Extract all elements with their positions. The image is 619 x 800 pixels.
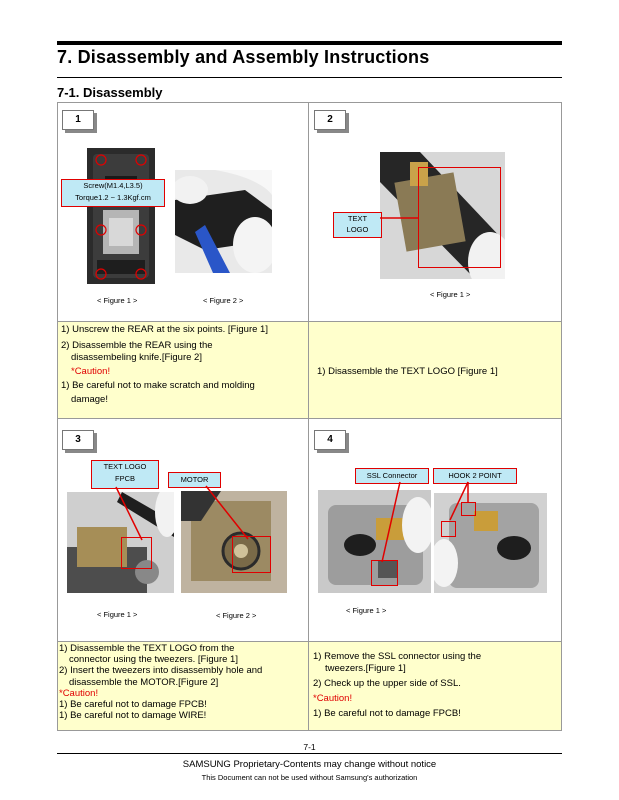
step3-fig1-pointer-arrow bbox=[110, 485, 150, 545]
logo-label: LOGO bbox=[346, 225, 369, 234]
step1-number: 1 bbox=[62, 110, 94, 130]
step4-line: 1) Be careful not to damage FPCB! bbox=[313, 708, 461, 719]
step4-ssl-connector-callout: SSL Connector bbox=[355, 468, 429, 484]
footer-authorization: This Document can not be used without Samsung's authorization bbox=[201, 773, 418, 782]
grid-divider-2 bbox=[57, 418, 562, 419]
step4-caution-label: *Caution! bbox=[313, 693, 353, 704]
torque-spec-label: Torque1.2 ~ 1.3Kgf.cm bbox=[75, 193, 151, 202]
step3-line: 1) Be careful not to damage FPCB! bbox=[59, 699, 207, 711]
step4-line: 1) Remove the SSL connector using the bbox=[313, 651, 482, 662]
step2-figure1-caption: < Figure 1 > bbox=[430, 290, 471, 299]
page-title: 7. Disassembly and Assembly Instructions bbox=[57, 47, 430, 67]
step4-figure1-caption: < Figure 1 > bbox=[346, 606, 387, 615]
text-label: TEXT bbox=[347, 214, 368, 223]
step2-instruction-line: 1) Disassemble the TEXT LOGO [Figure 1] bbox=[317, 366, 498, 377]
step3-fig2-pointer-arrow bbox=[200, 484, 260, 544]
step1-caution-label: *Caution! bbox=[71, 366, 111, 377]
step4-hook-callout: HOOK 2 POINT bbox=[433, 468, 517, 484]
step4-number: 4 bbox=[314, 430, 346, 450]
step1-instructions bbox=[61, 324, 305, 406]
footer-notice: SAMSUNG Proprietary-Contents may change without notice bbox=[182, 759, 437, 770]
footer-rule bbox=[57, 753, 562, 754]
screw-spec-label: Screw(M1.4,L3.5) bbox=[83, 181, 143, 190]
step3-instructions bbox=[59, 643, 307, 721]
step3-figure1-caption: < Figure 1 > bbox=[97, 610, 138, 619]
grid-divider-3 bbox=[57, 641, 562, 642]
header-rule-top bbox=[57, 41, 562, 45]
step1-line: damage! bbox=[71, 394, 108, 405]
step3-motor-callout: MOTOR bbox=[168, 472, 221, 488]
step3-line: 2) Insert the tweezers into disassembly hole and bbox=[59, 665, 263, 677]
header-rule bbox=[57, 77, 562, 78]
step1-line: 1) Unscrew the REAR at the six points. [Figure 1] bbox=[61, 324, 268, 335]
step3-line: 1) Be careful not to damage WIRE! bbox=[59, 710, 207, 722]
step4-fig1-pointer-arrow bbox=[370, 480, 410, 565]
step3-line: 1) Disassemble the TEXT LOGO from the bbox=[59, 643, 235, 654]
step1-line: 1) Be careful not to make scratch and molding bbox=[61, 380, 255, 391]
step3-line: connector using the tweezers. [Figure 1] bbox=[69, 654, 238, 666]
step4-line: tweezers.[Figure 1] bbox=[325, 663, 406, 674]
step3-caution-label: *Caution! bbox=[59, 687, 99, 699]
grid-divider-vertical bbox=[308, 102, 309, 731]
step4-instructions bbox=[313, 651, 559, 720]
step1-line: 2) Disassemble the REAR using the bbox=[61, 340, 213, 351]
step1-screw-callout bbox=[61, 179, 165, 207]
step2-text-logo-callout bbox=[333, 212, 382, 238]
step3-figure2-caption: < Figure 2 > bbox=[216, 611, 257, 620]
step1-line: disassembeling knife.[Figure 2] bbox=[71, 352, 202, 363]
grid-divider-1 bbox=[57, 321, 562, 322]
step1-figure2-photo bbox=[175, 170, 272, 273]
fpcb-label: FPCB bbox=[114, 474, 135, 483]
step2-number: 2 bbox=[314, 110, 346, 130]
step3-line: disassemble the MOTOR.[Figure 2] bbox=[69, 676, 219, 688]
text-logo-label: TEXT LOGO bbox=[103, 462, 147, 471]
step3-number: 3 bbox=[62, 430, 94, 450]
step2-highlight-box bbox=[418, 167, 501, 268]
step1-figure1-caption: < Figure 1 > bbox=[97, 296, 138, 305]
step2-pointer-arrow bbox=[378, 212, 423, 224]
step4-hook-pointer-arrows bbox=[440, 480, 480, 525]
step1-figure1-photo bbox=[87, 148, 155, 284]
page-number: 7-1 bbox=[303, 742, 316, 752]
section-title: 7-1. Disassembly bbox=[57, 85, 163, 100]
step1-figure2-caption: < Figure 2 > bbox=[203, 296, 244, 305]
step4-line: 2) Check up the upper side of SSL. bbox=[313, 678, 461, 689]
